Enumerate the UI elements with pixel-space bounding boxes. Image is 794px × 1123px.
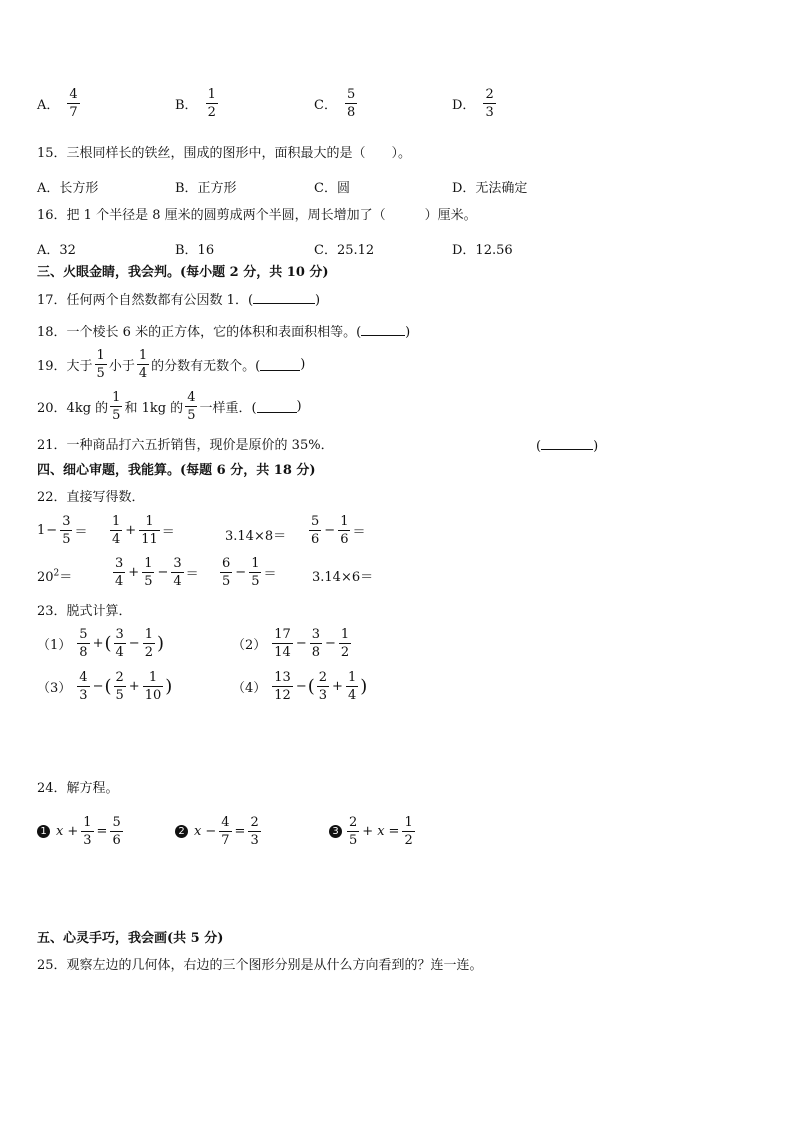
- minus-sign: −: [295, 679, 307, 694]
- q21-text: 21．一种商品打六五折销售，现价是原价的 35%．: [37, 438, 334, 453]
- option-label: B．: [175, 98, 198, 113]
- q24-equation-1: [37, 816, 125, 847]
- equals-sign: ＝: [59, 570, 73, 585]
- q19: [37, 349, 305, 380]
- q16-option-b: B．16: [175, 243, 215, 258]
- q22-expr-8: 3.14×6＝: [312, 570, 374, 585]
- paren-close: ): [593, 439, 599, 454]
- q14-option-a: [37, 88, 82, 119]
- sub-label: （4）: [232, 681, 267, 696]
- fraction: $\frac{1}{5}$: [251, 556, 260, 589]
- fraction: $\frac{4}{7}$: [221, 815, 230, 848]
- answer-blank[interactable]: [541, 437, 593, 450]
- section5-title: 五、心灵手巧，我会画(共 5 分): [37, 931, 224, 946]
- plus-sign: +: [67, 824, 79, 839]
- circled-number-icon: 1: [37, 825, 50, 838]
- circled-number-icon: 3: [329, 825, 342, 838]
- fraction: $\frac{2}{5}$: [349, 815, 358, 848]
- equals-sign: =: [234, 824, 246, 839]
- fraction: $\frac{6}{5}$: [222, 556, 231, 589]
- fraction: $\frac{4}{3}$: [79, 670, 88, 703]
- paren-open: (: [307, 676, 315, 697]
- minus-sign: −: [205, 824, 217, 839]
- sub-label: （3）: [37, 681, 72, 696]
- paren-close: ): [296, 399, 302, 414]
- sub-label: （1）: [37, 638, 72, 653]
- fraction: $\frac{13}{12}$: [274, 670, 291, 703]
- q22-expr-6: [111, 557, 199, 588]
- fraction: $\frac{1}{6}$: [340, 514, 349, 547]
- q14-option-c: [314, 88, 359, 119]
- paren-close: ): [405, 325, 411, 340]
- q23-expr-4: [232, 671, 367, 702]
- q16-option-d: D．12.56: [452, 243, 513, 258]
- q18: [37, 323, 410, 342]
- paren-open: (: [536, 439, 542, 454]
- q15-text: 15．三根同样长的铁丝，围成的图形中，面积最大的是（ ）。: [37, 146, 412, 161]
- paren-close: ): [165, 676, 173, 697]
- minus-sign: −: [157, 565, 169, 580]
- fraction: $\frac{2}{5}$: [115, 670, 124, 703]
- fraction: $\frac{2}{3}$: [250, 815, 259, 848]
- fraction: $\frac{3}{4}$: [115, 627, 124, 660]
- q17-text: 17．任何两个自然数都有公因数 1．(: [37, 293, 254, 308]
- fraction: $\frac{5}{8}$: [346, 87, 356, 120]
- answer-blank[interactable]: [361, 323, 405, 336]
- fraction: $\frac{1}{11}$: [141, 514, 158, 547]
- fraction: $\frac{1}{2}$: [404, 815, 413, 848]
- minus-sign: −: [324, 523, 336, 538]
- q24-equation-3: [329, 816, 417, 847]
- q18-text: 18．一个棱长 6 米的正方体，它的体积和表面积相等。(: [37, 325, 362, 340]
- fraction: $\frac{1}{4}$: [347, 670, 357, 703]
- fraction: $\frac{3}{5}$: [62, 514, 71, 547]
- fraction: $\frac{1}{10}$: [144, 670, 162, 703]
- section3-title: 三、火眼金睛，我会判。(每小题 2 分，共 10 分): [37, 265, 329, 280]
- q21-answer: [536, 437, 598, 456]
- q20-text-b: 和 1kg 的: [124, 401, 184, 416]
- fraction: $\frac{5}{8}$: [79, 627, 88, 660]
- q20: [37, 391, 302, 422]
- equals-sign: ＝: [185, 567, 199, 582]
- fraction: $\frac{1}{5}$: [96, 348, 105, 381]
- fraction: $\frac{4}{7}$: [69, 87, 78, 120]
- q23-text: 23．脱式计算．: [37, 604, 132, 619]
- fraction: $\frac{1}{3}$: [83, 815, 92, 848]
- fraction: $\frac{5}{6}$: [112, 815, 121, 848]
- variable-x: x: [194, 824, 202, 839]
- equals-sign: ＝: [263, 567, 277, 582]
- q19-text-c: 的分数有无数个。(: [151, 359, 261, 374]
- q22-expr-1: [37, 515, 87, 546]
- q19-text-b: 小于: [108, 359, 135, 374]
- paren-open: (: [104, 676, 112, 697]
- equals-sign: =: [388, 824, 400, 839]
- minus-sign: −: [92, 679, 104, 694]
- paren-close: ): [300, 357, 306, 372]
- plus-sign: +: [92, 636, 104, 651]
- answer-blank[interactable]: [260, 358, 300, 371]
- q16-option-c: C．25.12: [314, 243, 375, 258]
- answer-blank[interactable]: [253, 291, 315, 304]
- q22-expr-4: [307, 515, 365, 546]
- option-label: C．: [314, 98, 337, 113]
- fraction: $\frac{3}{8}$: [311, 627, 321, 660]
- q20-text-a: 20．4kg 的: [37, 401, 109, 416]
- q15-option-a: A．长方形: [37, 181, 99, 196]
- fraction: $\frac{1}{5}$: [144, 556, 153, 589]
- option-label: A．: [37, 98, 60, 113]
- fraction: $\frac{1}{2}$: [144, 627, 153, 660]
- q23-expr-2: [232, 628, 353, 659]
- circled-number-icon: 2: [175, 825, 188, 838]
- minus-sign: −: [235, 565, 247, 580]
- fraction: $\frac{4}{5}$: [187, 390, 196, 423]
- q15-option-c: C．圆: [314, 181, 350, 196]
- q24-equation-2: [175, 816, 263, 847]
- plus-sign: +: [362, 824, 374, 839]
- minus-sign: −: [295, 636, 307, 651]
- variable-x: x: [56, 824, 64, 839]
- q20-text-c: 一样重．(: [199, 401, 257, 416]
- q19-text-a: 19．大于: [37, 359, 93, 374]
- fraction: $\frac{1}{2}$: [340, 627, 350, 660]
- fraction: $\frac{17}{14}$: [274, 627, 291, 660]
- plus-sign: +: [128, 565, 140, 580]
- q15-option-b: B．正方形: [175, 181, 237, 196]
- q25-text: 25．观察左边的几何体，右边的三个图形分别是从什么方向看到的？连一连。: [37, 958, 483, 973]
- q14-option-d: [452, 88, 498, 119]
- q22-expr-5: [37, 566, 72, 585]
- minus-sign: −: [325, 636, 336, 651]
- paren-close: ): [360, 676, 368, 697]
- fraction: $\frac{5}{6}$: [311, 514, 320, 547]
- q23-expr-3: [37, 671, 172, 702]
- section4-title: 四、细心审题，我能算。(每题 6 分，共 18 分): [37, 463, 316, 478]
- fraction: $\frac{2}{3}$: [318, 670, 328, 703]
- fraction: $\frac{1}{4}$: [112, 514, 121, 547]
- paren-close: ): [315, 293, 321, 308]
- fraction: $\frac{1}{4}$: [138, 348, 148, 381]
- minus-sign: −: [46, 523, 58, 538]
- number: 1: [37, 523, 46, 538]
- variable-x: x: [377, 824, 385, 839]
- equals-sign: ＝: [74, 525, 88, 540]
- fraction: $\frac{3}{4}$: [115, 556, 124, 589]
- fraction: $\frac{1}{2}$: [207, 87, 216, 120]
- q23-expr-1: [37, 628, 164, 659]
- paren-open: (: [104, 633, 112, 654]
- exponent: 2: [53, 568, 60, 579]
- q22-expr-3: 3.14×8＝: [225, 529, 287, 544]
- q17: [37, 291, 320, 310]
- q15-option-d: D．无法确定: [452, 181, 528, 196]
- plus-sign: +: [128, 679, 140, 694]
- answer-blank[interactable]: [257, 400, 297, 413]
- number: 20: [37, 570, 54, 585]
- option-label: D．: [452, 98, 476, 113]
- q22-text: 22．直接写得数．: [37, 490, 145, 505]
- fraction: $\frac{3}{4}$: [173, 556, 182, 589]
- plus-sign: +: [332, 679, 343, 694]
- plus-sign: +: [125, 523, 137, 538]
- equals-sign: =: [96, 824, 108, 839]
- q22-expr-7: [218, 557, 276, 588]
- fraction: $\frac{2}{3}$: [485, 87, 494, 120]
- fraction: $\frac{1}{5}$: [112, 390, 121, 423]
- equals-sign: ＝: [352, 525, 366, 540]
- q14-option-b: [175, 88, 220, 119]
- sub-label: （2）: [232, 638, 267, 653]
- paren-close: ): [156, 633, 164, 654]
- q16-option-a: A．32: [37, 243, 76, 258]
- q16-text: 16．把 1 个半径是 8 厘米的圆剪成两个半圆，周长增加了（ ）厘米。: [37, 208, 477, 223]
- q22-expr-2: [108, 515, 175, 546]
- minus-sign: −: [128, 636, 140, 651]
- q24-text: 24．解方程。: [37, 781, 119, 796]
- equals-sign: ＝: [161, 525, 175, 540]
